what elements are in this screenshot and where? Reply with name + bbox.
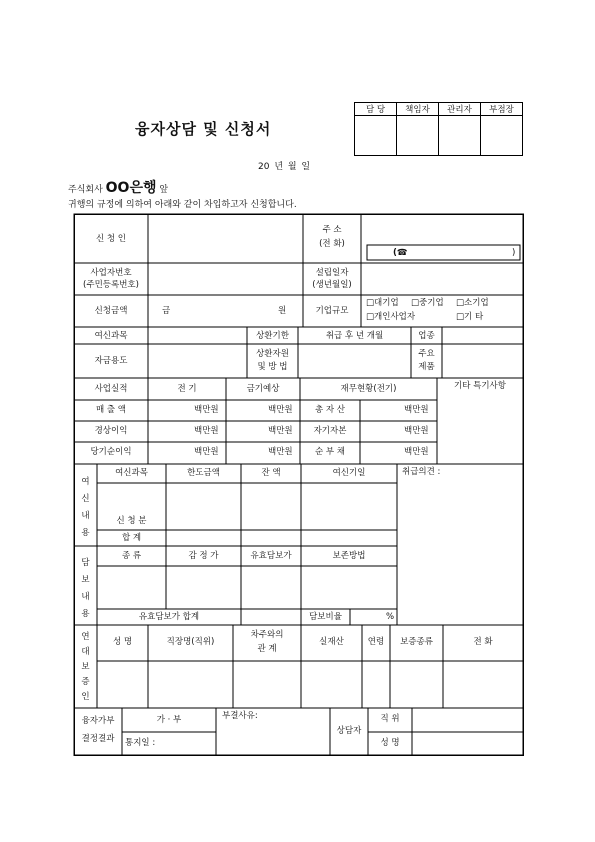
- size-option-other[interactable]: □기 타: [456, 312, 484, 322]
- size-option-medium[interactable]: □중기업: [411, 298, 444, 308]
- founded-field[interactable]: [363, 265, 521, 293]
- products-label-sub: 제품: [418, 362, 435, 372]
- unit-net-debt: 백만원: [404, 447, 429, 457]
- row-net-income-label: 당기순이익: [90, 447, 132, 457]
- handling-opinion-label: 취급의견 :: [402, 467, 441, 477]
- unit-profit-forecast: 백만원: [268, 426, 293, 436]
- credit-applied-label: 신 청 분: [116, 516, 147, 526]
- bank-name: OO은행: [105, 180, 157, 196]
- handling-opinion-field[interactable]: [399, 480, 521, 623]
- document-title: 융자상담 및 신청서: [135, 120, 272, 138]
- collateral-col-type: 종 류: [121, 551, 142, 561]
- industry-label: 업종: [418, 331, 435, 341]
- purpose-field[interactable]: [150, 346, 245, 376]
- purpose-label: 자금용도: [94, 356, 128, 366]
- guarantor-col-age: 연령: [367, 637, 385, 647]
- amount-field[interactable]: [176, 300, 272, 322]
- collateral-col-preservation: 보존방법: [332, 551, 366, 561]
- address-field[interactable]: [363, 216, 521, 244]
- decision-label: 융자가부: [81, 716, 115, 726]
- collateral-ratio-unit: %: [386, 612, 395, 622]
- amount-label: 신청금액: [94, 306, 128, 316]
- grace-period-text[interactable]: 취급 후 년 개월: [325, 331, 384, 341]
- collateral-col-effective: 유효담보가: [250, 551, 292, 561]
- notice-date-field[interactable]: [168, 736, 214, 752]
- applicant-name-field[interactable]: [150, 216, 300, 261]
- founded-label: 설립일자: [315, 268, 349, 278]
- products-field[interactable]: [444, 346, 521, 376]
- sign-header-branch-head: 부점장: [481, 103, 523, 116]
- unit-equity: 백만원: [404, 426, 429, 436]
- counselor-position-label: 직 위: [380, 714, 400, 724]
- approve-reject-choice[interactable]: 가 · 부: [156, 715, 182, 725]
- counselor-position-field[interactable]: [414, 710, 521, 730]
- guarantor-col-insurance: 보증종류: [400, 637, 433, 647]
- decision-label-sub: 결정결과: [81, 734, 115, 744]
- col-forecast: 금기예상: [246, 384, 280, 394]
- guarantor-col-job: 직장명(직위): [166, 637, 215, 647]
- performance-label: 사업실적: [94, 384, 128, 394]
- credit-total-label: 합 계: [121, 533, 142, 543]
- sign-header-admin: 관리자: [439, 103, 481, 116]
- phone-close: ): [512, 248, 516, 258]
- collateral-col-appraisal: 감 정 가: [188, 551, 219, 561]
- unit-total-assets: 백만원: [404, 405, 429, 415]
- repay-period-label: 상환기한: [256, 331, 289, 341]
- fin-equity-label: 자기자본: [313, 426, 347, 436]
- sign-header-staff: 담 당: [355, 103, 397, 116]
- size-label: 기업규모: [315, 306, 349, 316]
- credit-col-due-date: 여신기일: [332, 468, 366, 478]
- products-label: 주요: [418, 349, 435, 359]
- counselor-name-label: 성 명: [380, 738, 400, 748]
- amount-prefix: 금: [162, 306, 171, 316]
- guarantor-col-phone: 전 화: [473, 637, 493, 647]
- collateral-total-label: 유효담보가 합계: [138, 612, 200, 622]
- unit-income-forecast: 백만원: [268, 447, 293, 457]
- phone-field[interactable]: [414, 247, 508, 259]
- phone-label: (전 화): [319, 239, 345, 249]
- size-option-individual[interactable]: □개인사업자: [366, 312, 416, 322]
- size-option-large[interactable]: □대기업: [366, 298, 399, 308]
- guarantor-col-relation: 차주와의: [250, 630, 284, 640]
- unit-sales-prev: 백만원: [194, 405, 219, 415]
- date-line[interactable]: 20 년 월 일: [258, 162, 311, 172]
- size-option-small[interactable]: □소기업: [456, 298, 489, 308]
- bizno-field[interactable]: [150, 265, 300, 293]
- amount-unit: 원: [278, 306, 287, 316]
- notice-date-label: 통지일 :: [125, 738, 156, 748]
- repay-method-label: 및 방 법: [257, 362, 288, 372]
- credit-side-label: 여 신 내 용: [81, 477, 90, 538]
- fin-net-debt-label: 순 부 채: [314, 447, 346, 457]
- reject-reason-field[interactable]: [218, 723, 328, 753]
- guarantor-col-assets: 실재산: [319, 637, 344, 647]
- special-notes-label: 기타 특기사항: [454, 381, 506, 391]
- credit-col-subject: 여신과목: [115, 468, 148, 478]
- address-label: 주 소: [322, 225, 342, 235]
- counselor-label: 상담자: [336, 726, 362, 736]
- unit-profit-prev: 백만원: [194, 426, 219, 436]
- guarantor-col-name: 성 명: [112, 637, 133, 647]
- row-ordinary-profit-label: 경상이익: [94, 426, 128, 436]
- sign-header-manager: 책임자: [397, 103, 439, 116]
- founded-label-sub: (생년월일): [312, 280, 352, 290]
- addressee-suffix: 앞: [159, 185, 169, 195]
- col-previous-period: 전 기: [177, 384, 197, 394]
- industry-field[interactable]: [444, 329, 521, 342]
- row-sales-label: 매 출 액: [95, 405, 127, 415]
- special-notes-field[interactable]: [439, 394, 521, 462]
- collateral-side-label: 담 보 내 용: [81, 558, 90, 619]
- bizno-label-sub: (주민등록번호): [83, 280, 139, 290]
- guarantor-col-relation-sub: 관 계: [257, 644, 277, 654]
- counselor-name-field[interactable]: [414, 734, 521, 753]
- guarantor-side-label: 연 대 보 증 인: [81, 632, 90, 702]
- applicant-name-label: 신 청 인: [95, 234, 127, 244]
- bizno-label: 사업자번호: [90, 268, 132, 278]
- addressee-prefix: 주식회사: [68, 185, 103, 195]
- loan-subject-label: 여신과목: [94, 331, 128, 341]
- credit-col-limit: 한도금액: [187, 468, 220, 478]
- fin-total-assets-label: 총 자 산: [314, 405, 346, 415]
- phone-open: (☎: [393, 248, 408, 258]
- unit-sales-forecast: 백만원: [268, 405, 293, 415]
- financial-status-label: 재무현황(전기): [340, 384, 397, 394]
- collateral-ratio-label: 담보비율: [309, 612, 342, 622]
- unit-income-prev: 백만원: [194, 447, 219, 457]
- reject-reason-label: 부결사유:: [222, 711, 258, 721]
- credit-col-balance: 잔 액: [261, 468, 281, 478]
- repay-source-label: 상환자원: [256, 349, 289, 359]
- intro-sentence: 귀행의 규정에 의하여 아래와 같이 차입하고자 신청합니다.: [68, 200, 297, 210]
- repay-source-field[interactable]: [300, 346, 409, 376]
- loan-subject-field[interactable]: [150, 329, 245, 342]
